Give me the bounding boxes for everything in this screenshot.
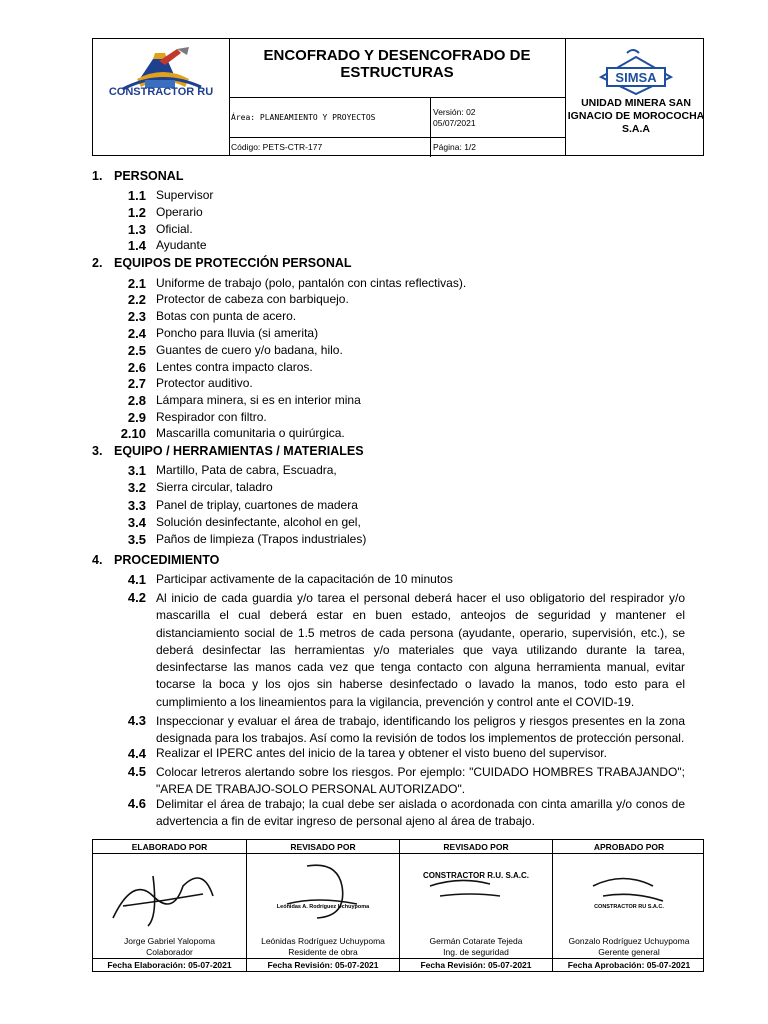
header-table: [92, 38, 704, 156]
section-heading: 2. EQUIPOS DE PROTECCIÓN PERSONAL: [92, 256, 352, 270]
signer-name: Leónidas Rodríguez Uchuypoma: [261, 936, 385, 946]
signer-role: Gerente general: [598, 947, 660, 957]
area-label: Área: PLANEAMIENTO Y PROYECTOS: [231, 113, 376, 122]
approval-heading: REVISADO POR: [290, 842, 356, 852]
approval-heading: ELABORADO POR: [131, 842, 208, 852]
section-heading: 3. EQUIPO / HERRAMIENTAS / MATERIALES: [92, 444, 364, 458]
document-title: ENCOFRADO Y DESENCOFRADO DE ESTRUCTURAS: [263, 47, 531, 81]
section-heading: 4. PROCEDIMIENTO: [92, 553, 220, 567]
signer-info: [400, 936, 552, 958]
version-date: 05/07/2021: [433, 118, 476, 128]
svg-text:CONSTRACTOR RU: CONSTRACTOR RU: [108, 86, 214, 98]
divider: [229, 97, 565, 98]
signer-name: Jorge Gabriel Yalopoma: [124, 936, 215, 946]
section-heading: 1. PERSONAL: [92, 169, 184, 183]
approval-column: [552, 840, 705, 971]
signer-info: [553, 936, 705, 958]
divider: [565, 39, 566, 155]
simsa-logo: [567, 39, 705, 97]
signer-info: [93, 936, 246, 958]
approval-heading: APROBADO POR: [593, 842, 665, 852]
signature: [247, 856, 400, 936]
approval-date: Fecha Elaboración: 05-07-2021: [107, 960, 232, 970]
code-label: Código: PETS-CTR-177: [231, 142, 323, 152]
divider: [229, 137, 565, 138]
version-label: Versión: 02: [433, 107, 476, 117]
signer-name: Gonzalo Rodríguez Uchuypoma: [568, 936, 690, 946]
company-name: UNIDAD MINERA SAN IGNACIO DE MOROCOCHA S.A.A: [567, 97, 705, 135]
signer-role: Colaborador: [146, 947, 193, 957]
signer-role: Residente de obra: [288, 947, 358, 957]
signer-info: [247, 936, 399, 958]
approval-date: Fecha Aprobación: 05-07-2021: [567, 960, 691, 970]
signer-role: Ing. de seguridad: [443, 947, 509, 957]
stamp-text: CONSTRACTOR RU S.A.C.: [594, 904, 664, 910]
approval-column: [93, 840, 246, 971]
svg-text:SIMSA: SIMSA: [615, 70, 657, 85]
approval-date: Fecha Revisión: 05-07-2021: [420, 960, 532, 970]
signature: [93, 856, 246, 936]
approval-date: Fecha Revisión: 05-07-2021: [267, 960, 379, 970]
approval-table: [92, 839, 704, 972]
constractor-logo: [93, 39, 229, 157]
signature: [400, 856, 553, 936]
divider: [430, 97, 431, 157]
page-label: Página: 1/2: [433, 142, 477, 152]
approval-column: [246, 840, 399, 971]
approval-heading: REVISADO POR: [443, 842, 509, 852]
signature: [553, 856, 706, 936]
stamp-text: Leónidas A. Rodríguez Uchuypoma: [276, 904, 370, 910]
signer-name: Germán Cotarate Tejeda: [429, 936, 523, 946]
stamp-text: CONSTRACTOR R.U. S.A.C.: [422, 871, 530, 880]
approval-column: [399, 840, 552, 971]
